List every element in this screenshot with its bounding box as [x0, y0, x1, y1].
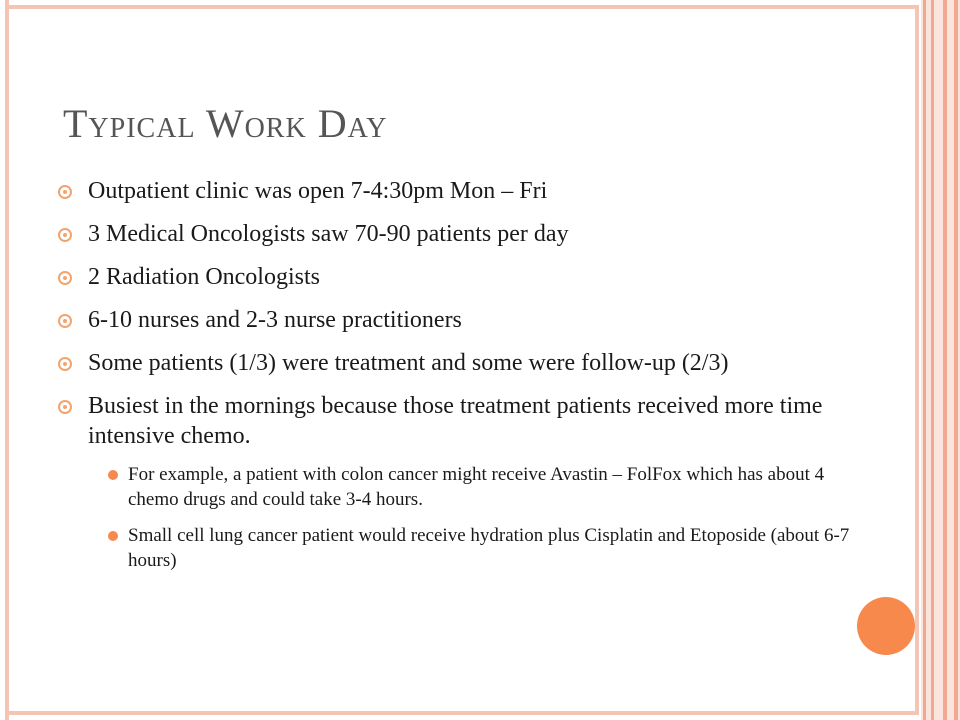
bullet-text: Outpatient clinic was open 7-4:30pm Mon – Fri [88, 178, 548, 204]
bullet-text: 2 Radiation Oncologists [88, 264, 320, 290]
frame-top-line [5, 5, 917, 9]
bullet-circle-icon [58, 400, 72, 414]
bullet-circle-icon [58, 357, 72, 371]
frame-bottom-line [5, 711, 917, 715]
bullet-dot-icon [108, 470, 118, 480]
bullet-text: Some patients (1/3) were treatment and some were follow-up (2/3) [88, 350, 729, 376]
bullet-item [58, 176, 858, 206]
decorative-stripes [921, 0, 960, 720]
bullet-dot-icon [108, 531, 118, 541]
frame-right-line [915, 5, 919, 715]
bullet-list [58, 176, 858, 584]
bullet-item [58, 348, 858, 378]
stripe [954, 0, 958, 720]
bullet-item [58, 305, 858, 335]
sub-bullet-text: Small cell lung cancer patient would receive hydration plus Cisplatin and Etoposide (about 6-7 hours) [128, 525, 850, 571]
stripe [923, 0, 926, 720]
bullet-item [58, 391, 858, 451]
sub-bullet-text: For example, a patient with colon cancer might receive Avastin – FolFox which has about 4 chemo drugs and could take 3-4 hours. [128, 464, 825, 510]
slide-title: Typical Work Day [63, 101, 388, 146]
sub-bullet-list [58, 462, 858, 573]
bullet-circle-icon [58, 314, 72, 328]
bullet-text: 6-10 nurses and 2-3 nurse practitioners [88, 307, 462, 333]
bullet-circle-icon [58, 185, 72, 199]
bullet-circle-icon [58, 271, 72, 285]
bullet-text: Busiest in the mornings because those treatment patients received more time intensive chemo. [88, 393, 823, 449]
bullet-item [58, 219, 858, 249]
bullet-item [58, 262, 858, 292]
stripe [931, 0, 934, 720]
bullet-circle-icon [58, 228, 72, 242]
bullet-text: 3 Medical Oncologists saw 70-90 patients per day [88, 221, 569, 247]
stripe [943, 0, 947, 720]
sub-bullet-item [58, 462, 858, 512]
sub-bullet-item [58, 523, 858, 573]
accent-circle [857, 597, 915, 655]
frame-left-line [5, 0, 9, 720]
